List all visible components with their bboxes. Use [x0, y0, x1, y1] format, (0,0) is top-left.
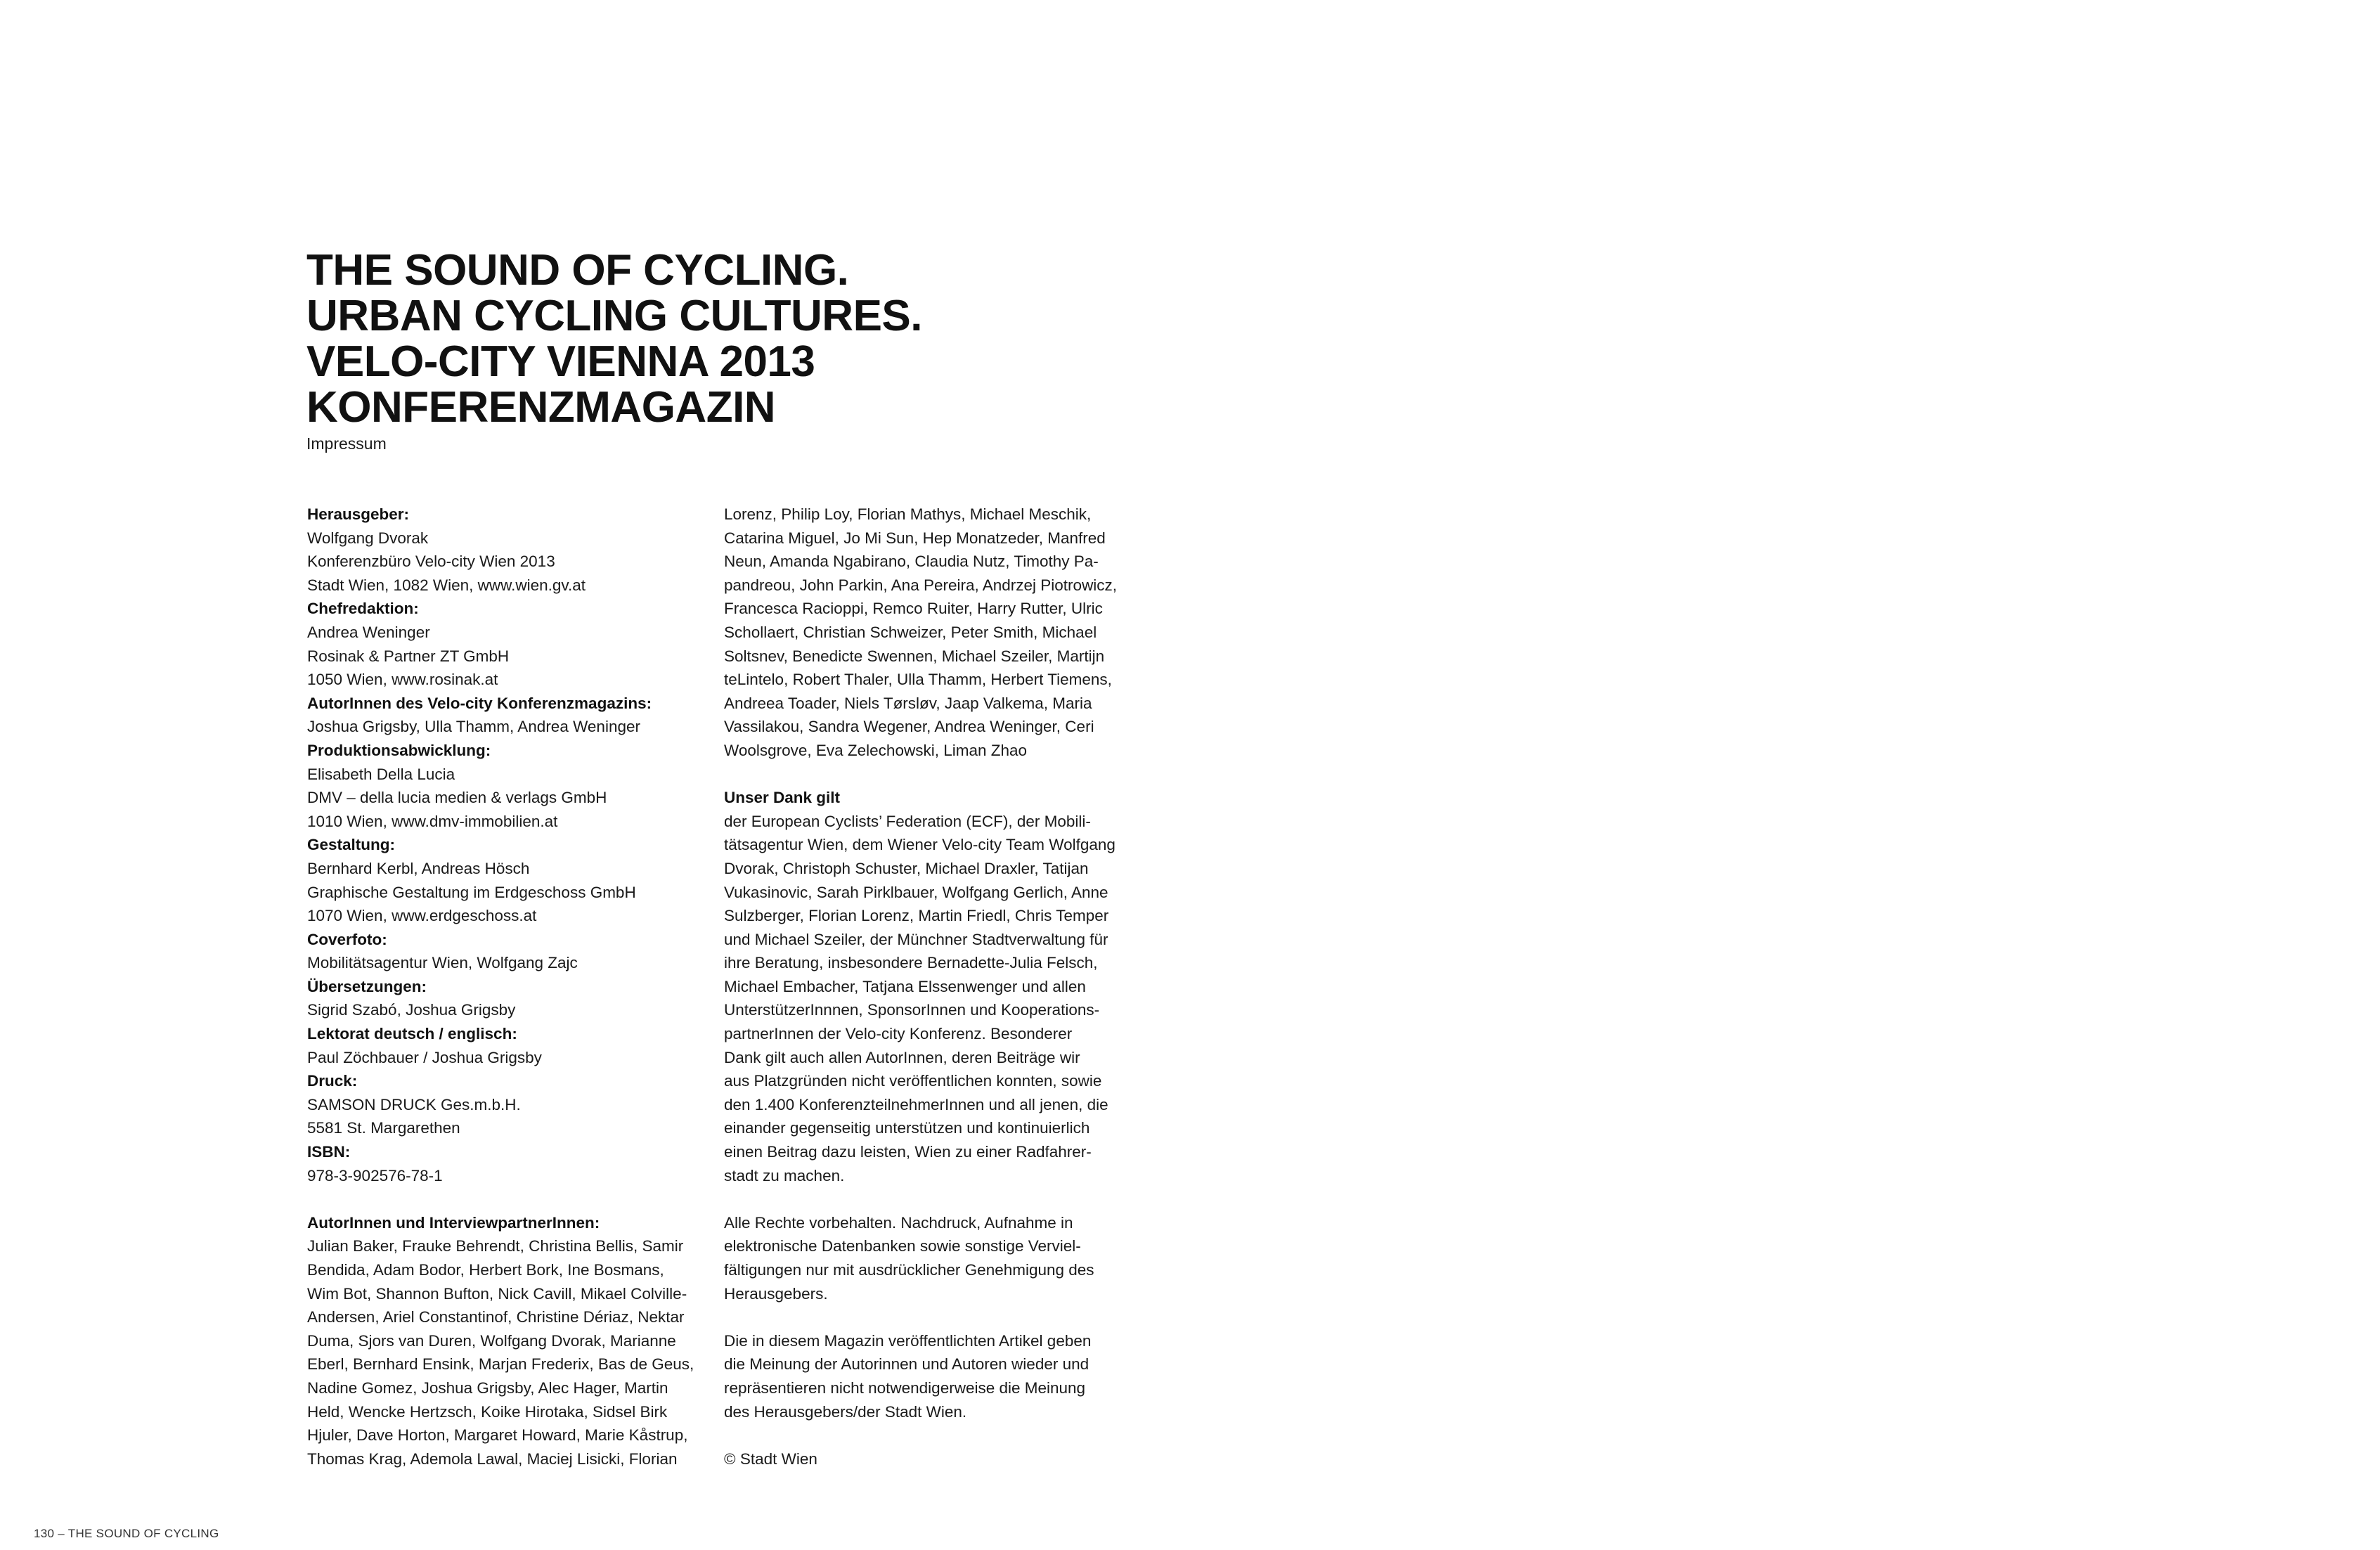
text-line: Wolfgang Dvorak [307, 529, 429, 547]
text-line: Andrea Weninger [307, 623, 430, 641]
text-line: ihre Beratung, insbesondere Bernadette-Julia Felsch, [724, 954, 1098, 972]
text-line: Die in diesem Magazin veröffentlichten Artikel geben [724, 1331, 1092, 1350]
text-line: 5581 St. Margarethen [307, 1119, 460, 1137]
text-line: Elisabeth Della Lucia [307, 765, 455, 783]
text-line: den 1.400 KonferenzteilnehmerInnen und all jenen, die [724, 1095, 1108, 1113]
section-subtitle: Impressum [306, 434, 387, 453]
text-line: Vukasinovic, Sarah Pirklbauer, Wolfgang Gerlich, Anne [724, 883, 1108, 901]
paragraph-gap [724, 763, 1132, 787]
text-line: Catarina Miguel, Jo Mi Sun, Hep Monatzeder, Manfred [724, 529, 1106, 547]
text-line: Nadine Gomez, Joshua Grigsby, Alec Hager, Martin [307, 1378, 668, 1397]
page-footer: 130 – THE SOUND OF CYCLING [34, 1527, 219, 1540]
text-line: Sulzberger, Florian Lorenz, Martin Friedl, Chris Temper [724, 907, 1109, 925]
text-line: Woolsgrove, Eva Zelechowski, Liman Zhao [724, 741, 1028, 759]
text-line: die Meinung der Autorinnen und Autoren wieder und [724, 1355, 1089, 1374]
right-text-column [724, 503, 1132, 1471]
section-heading: Druck: [307, 1072, 358, 1090]
text-line: Held, Wencke Hertzsch, Koike Hirotaka, Sidsel Birk [307, 1402, 668, 1421]
section-heading: Unser Dank gilt [724, 789, 841, 807]
text-line: Michael Embacher, Tatjana Elssenwenger und allen [724, 977, 1086, 995]
text-line: Vassilakou, Sandra Wegener, Andrea Weninger, Ceri [724, 718, 1094, 736]
section-heading: Chefredaktion: [307, 600, 419, 618]
text-line: Alle Rechte vorbehalten. Nachdruck, Aufnahme in [724, 1213, 1073, 1232]
text-line: Graphische Gestaltung im Erdgeschoss GmbH [307, 883, 636, 901]
text-line: und Michael Szeiler, der Münchner Stadtverwaltung für [724, 930, 1108, 948]
text-line: Konferenzbüro Velo-city Wien 2013 [307, 553, 555, 571]
title-block [306, 247, 922, 454]
text-line: Bernhard Kerbl, Andreas Hösch [307, 859, 530, 877]
text-line: Joshua Grigsby, Ulla Thamm, Andrea Weninger [307, 718, 640, 736]
text-line: Paul Zöchbauer / Joshua Grigsby [307, 1048, 542, 1066]
text-line: SAMSON DRUCK Ges.m.b.H. [307, 1095, 521, 1113]
left-text-column [307, 503, 701, 1471]
page-title-line-3: VELO-CITY VIENNA 2013 [306, 337, 815, 386]
section-heading: ISBN: [307, 1143, 351, 1161]
text-line: Francesca Racioppi, Remco Ruiter, Harry Rutter, Ulric [724, 600, 1103, 618]
text-line: 1050 Wien, www.rosinak.at [307, 671, 498, 689]
text-line: Wim Bot, Shannon Bufton, Nick Cavill, Mikael Colville- [307, 1284, 687, 1303]
text-line: Soltsnev, Benedicte Swennen, Michael Szeiler, Martijn [724, 647, 1105, 665]
section-heading: Übersetzungen: [307, 977, 427, 995]
text-line: Lorenz, Philip Loy, Florian Mathys, Michael Meschik, [724, 505, 1092, 523]
page-title-line-1: THE SOUND OF CYCLING. [306, 246, 849, 295]
section-heading: Herausgeber: [307, 505, 410, 523]
text-line: Thomas Krag, Ademola Lawal, Maciej Lisicki, Florian [307, 1449, 678, 1468]
text-line: Neun, Amanda Ngabirano, Claudia Nutz, Timothy Pa- [724, 553, 1099, 571]
text-line: elektronische Datenbanken sowie sonstige Verviel- [724, 1237, 1081, 1255]
section-heading: AutorInnen und InterviewpartnerInnen: [307, 1213, 600, 1232]
text-line: der European Cyclists’ Federation (ECF), der Mobili- [724, 812, 1091, 830]
text-line: Julian Baker, Frauke Behrendt, Christina Bellis, Samir [307, 1237, 684, 1255]
text-line: Rosinak & Partner ZT GmbH [307, 647, 510, 665]
text-line: einander gegenseitig unterstützen und kontinuierlich [724, 1119, 1090, 1137]
text-line: 978-3-902576-78-1 [307, 1166, 443, 1184]
text-line: Andersen, Ariel Constantinof, Christine Dériaz, Nektar [307, 1308, 685, 1326]
text-line: partnerInnen der Velo-city Konferenz. Besonderer [724, 1025, 1073, 1043]
section-heading: AutorInnen des Velo-city Konferenzmagazins: [307, 694, 652, 712]
text-line: UnterstützerInnnen, SponsorInnen und Kooperations- [724, 1001, 1100, 1019]
section-heading: Produktionsabwicklung: [307, 741, 491, 759]
text-line: aus Platzgründen nicht veröffentlichen konnten, sowie [724, 1072, 1102, 1090]
page-title-line-4: KONFERENZMAGAZIN [306, 383, 776, 432]
text-line: DMV – della lucia medien & verlags GmbH [307, 789, 607, 807]
text-line: Hjuler, Dave Horton, Margaret Howard, Marie Kåstrup, [307, 1426, 688, 1445]
section-heading: Lektorat deutsch / englisch: [307, 1025, 517, 1043]
section-heading: Gestaltung: [307, 836, 396, 854]
text-line: Mobilitätsagentur Wien, Wolfgang Zajc [307, 954, 578, 972]
text-line: des Herausgebers/der Stadt Wien. [724, 1402, 967, 1421]
text-line: Herausgebers. [724, 1284, 828, 1303]
text-line: Andreea Toader, Niels Tørsløv, Jaap Valkema, Maria [724, 694, 1092, 712]
section-heading: Coverfoto: [307, 930, 387, 948]
text-line: Sigrid Szabó, Joshua Grigsby [307, 1001, 516, 1019]
paragraph-gap [724, 1423, 1132, 1447]
text-line: fältigungen nur mit ausdrücklicher Genehmigung des [724, 1261, 1094, 1279]
text-line: Duma, Sjors van Duren, Wolfgang Dvorak, Marianne [307, 1331, 676, 1350]
text-line: tätsagentur Wien, dem Wiener Velo-city Team Wolfgang [724, 836, 1115, 854]
text-line: Schollaert, Christian Schweizer, Peter Smith, Michael [724, 623, 1097, 641]
text-line: Dank gilt auch allen AutorInnen, deren Beiträge wir [724, 1048, 1080, 1066]
text-line: stadt zu machen. [724, 1166, 845, 1184]
text-line: 1070 Wien, www.erdgeschoss.at [307, 907, 537, 925]
text-line: Dvorak, Christoph Schuster, Michael Draxler, Tatijan [724, 859, 1089, 877]
text-line: Bendida, Adam Bodor, Herbert Bork, Ine Bosmans, [307, 1261, 664, 1279]
paragraph-gap [724, 1187, 1132, 1211]
text-line: einen Beitrag dazu leisten, Wien zu einer Radfahrer- [724, 1143, 1092, 1161]
paragraph-gap [307, 1187, 701, 1211]
text-line: 1010 Wien, www.dmv-immobilien.at [307, 812, 558, 830]
text-line: Eberl, Bernhard Ensink, Marjan Frederix, Bas de Geus, [307, 1355, 694, 1374]
text-line: © Stadt Wien [724, 1449, 817, 1468]
text-line: Stadt Wien, 1082 Wien, www.wien.gv.at [307, 576, 586, 594]
text-line: repräsentieren nicht notwendigerweise die Meinung [724, 1378, 1086, 1397]
page-title-line-2: URBAN CYCLING CULTURES. [306, 292, 922, 340]
paragraph-gap [724, 1305, 1132, 1329]
text-line: teLintelo, Robert Thaler, Ulla Thamm, Herbert Tiemens, [724, 671, 1112, 689]
text-line: pandreou, John Parkin, Ana Pereira, Andrzej Piotrowicz, [724, 576, 1118, 594]
